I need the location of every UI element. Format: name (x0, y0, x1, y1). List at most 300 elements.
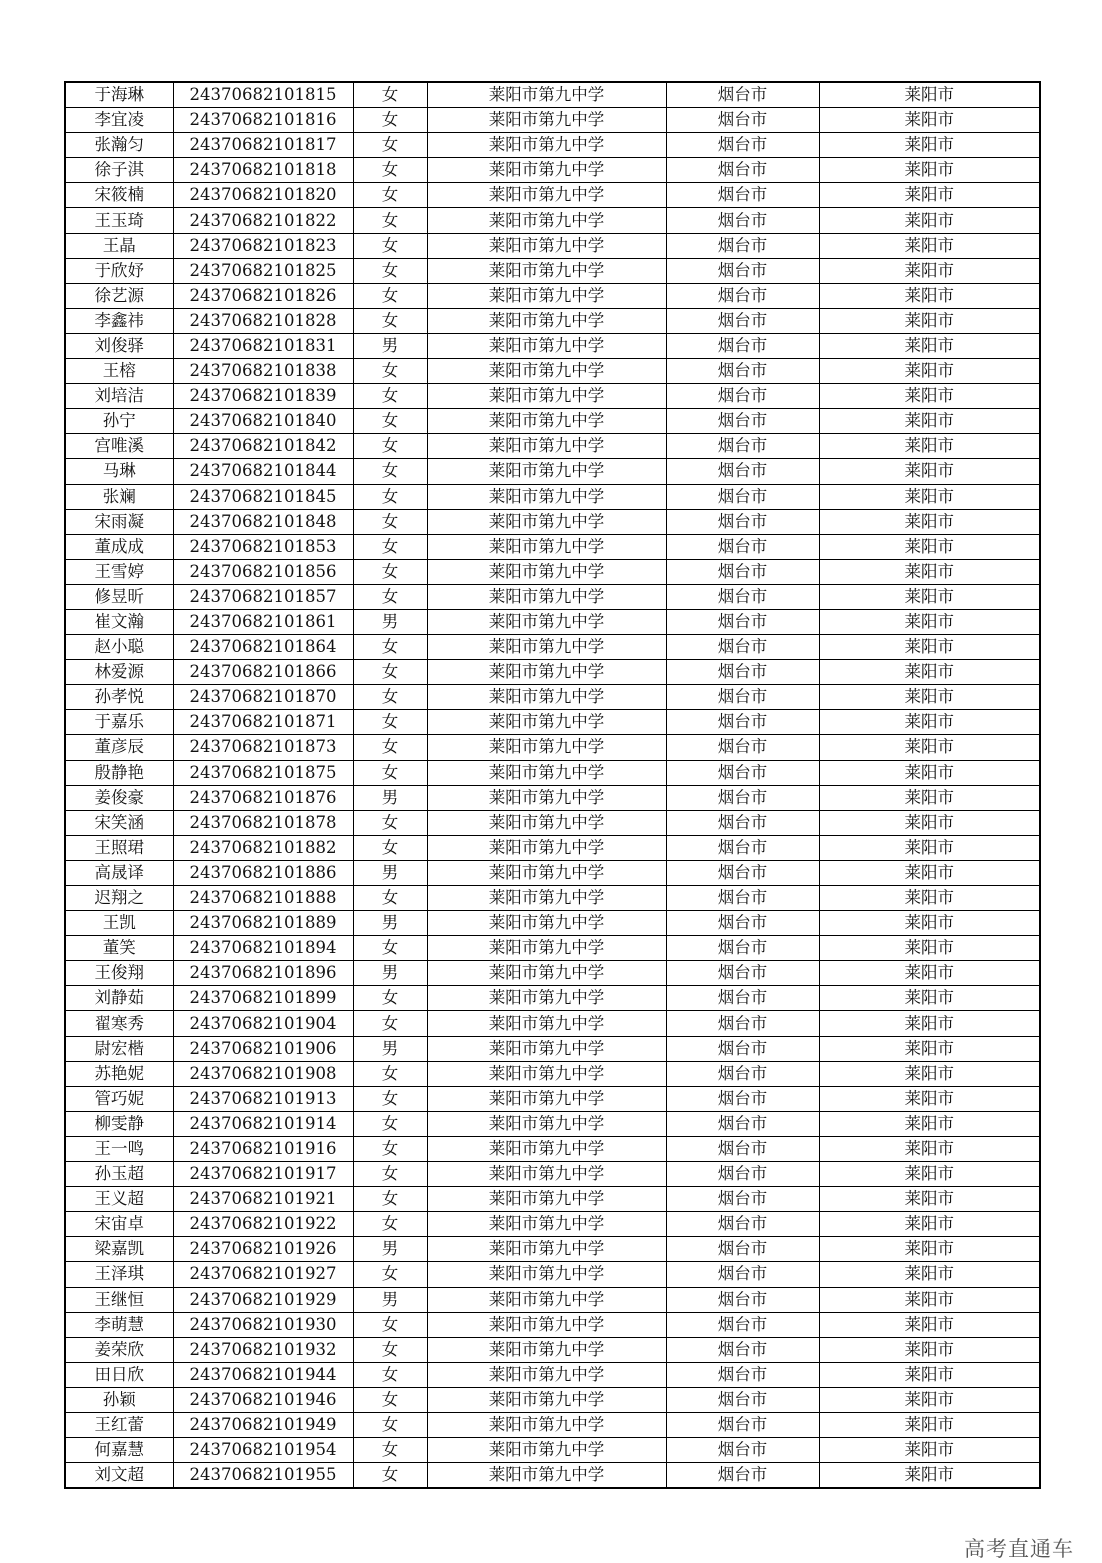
table-row (65, 1438, 1040, 1463)
name-cell: 翟寒秀 (65, 1011, 173, 1036)
exam-id-cell: 24370682101944 (173, 1362, 353, 1387)
exam-id-cell: 24370682101954 (173, 1438, 353, 1463)
table-row (65, 785, 1040, 810)
county-cell: 莱阳市 (819, 1212, 1040, 1237)
exam-id-cell: 24370682101882 (173, 835, 353, 860)
name-cell: 孙颖 (65, 1387, 173, 1412)
gender-cell: 女 (353, 283, 427, 308)
county-cell: 莱阳市 (819, 1061, 1040, 1086)
school-cell: 莱阳市第九中学 (427, 1262, 666, 1287)
county-cell: 莱阳市 (819, 609, 1040, 634)
city-cell: 烟台市 (666, 760, 819, 785)
gender-cell: 女 (353, 509, 427, 534)
name-cell: 王凯 (65, 911, 173, 936)
gender-cell: 男 (353, 1237, 427, 1262)
school-cell: 莱阳市第九中学 (427, 1111, 666, 1136)
gender-cell: 女 (353, 685, 427, 710)
city-cell: 烟台市 (666, 1262, 819, 1287)
table-row (65, 484, 1040, 509)
name-cell: 孙孝悦 (65, 685, 173, 710)
name-cell: 王雪婷 (65, 559, 173, 584)
city-cell: 烟台市 (666, 158, 819, 183)
exam-id-cell: 24370682101842 (173, 434, 353, 459)
name-cell: 张瀚匀 (65, 133, 173, 158)
school-cell: 莱阳市第九中学 (427, 1212, 666, 1237)
gender-cell: 女 (353, 1136, 427, 1161)
name-cell: 李宜凌 (65, 108, 173, 133)
exam-id-cell: 24370682101864 (173, 635, 353, 660)
table-row (65, 710, 1040, 735)
table-row (65, 1312, 1040, 1337)
exam-id-cell: 24370682101913 (173, 1086, 353, 1111)
city-cell: 烟台市 (666, 860, 819, 885)
city-cell: 烟台市 (666, 1086, 819, 1111)
name-cell: 管巧妮 (65, 1086, 173, 1111)
county-cell: 莱阳市 (819, 886, 1040, 911)
exam-id-cell: 24370682101914 (173, 1111, 353, 1136)
table-row (65, 1287, 1040, 1312)
exam-id-cell: 24370682101857 (173, 584, 353, 609)
name-cell: 刘静茹 (65, 986, 173, 1011)
exam-id-cell: 24370682101856 (173, 559, 353, 584)
table-row (65, 108, 1040, 133)
table-row (65, 208, 1040, 233)
name-cell: 于海琳 (65, 82, 173, 108)
table-row (65, 1237, 1040, 1262)
city-cell: 烟台市 (666, 835, 819, 860)
gender-cell: 女 (353, 936, 427, 961)
city-cell: 烟台市 (666, 584, 819, 609)
name-cell: 修昱昕 (65, 584, 173, 609)
school-cell: 莱阳市第九中学 (427, 484, 666, 509)
exam-id-cell: 24370682101894 (173, 936, 353, 961)
table-row (65, 1011, 1040, 1036)
table-row (65, 233, 1040, 258)
city-cell: 烟台市 (666, 1136, 819, 1161)
gender-cell: 女 (353, 1187, 427, 1212)
county-cell: 莱阳市 (819, 1187, 1040, 1212)
gender-cell: 男 (353, 911, 427, 936)
exam-id-cell: 24370682101820 (173, 183, 353, 208)
table-row (65, 986, 1040, 1011)
school-cell: 莱阳市第九中学 (427, 158, 666, 183)
exam-id-cell: 24370682101921 (173, 1187, 353, 1212)
city-cell: 烟台市 (666, 1412, 819, 1437)
city-cell: 烟台市 (666, 810, 819, 835)
city-cell: 烟台市 (666, 1337, 819, 1362)
county-cell: 莱阳市 (819, 1036, 1040, 1061)
county-cell: 莱阳市 (819, 509, 1040, 534)
table-row (65, 1463, 1040, 1489)
name-cell: 宋筱楠 (65, 183, 173, 208)
county-cell: 莱阳市 (819, 785, 1040, 810)
exam-id-cell: 24370682101946 (173, 1387, 353, 1412)
table-row (65, 133, 1040, 158)
gender-cell: 女 (353, 1212, 427, 1237)
table-row (65, 660, 1040, 685)
gender-cell: 女 (353, 534, 427, 559)
county-cell: 莱阳市 (819, 208, 1040, 233)
city-cell: 烟台市 (666, 333, 819, 358)
table-row (65, 1136, 1040, 1161)
table-row (65, 635, 1040, 660)
county-cell: 莱阳市 (819, 434, 1040, 459)
gender-cell: 女 (353, 810, 427, 835)
county-cell: 莱阳市 (819, 1162, 1040, 1187)
gender-cell: 女 (353, 1162, 427, 1187)
county-cell: 莱阳市 (819, 860, 1040, 885)
exam-id-cell: 24370682101823 (173, 233, 353, 258)
school-cell: 莱阳市第九中学 (427, 1362, 666, 1387)
name-cell: 王义超 (65, 1187, 173, 1212)
city-cell: 烟台市 (666, 384, 819, 409)
gender-cell: 女 (353, 208, 427, 233)
table-row (65, 584, 1040, 609)
table-row (65, 1212, 1040, 1237)
school-cell: 莱阳市第九中学 (427, 936, 666, 961)
county-cell: 莱阳市 (819, 158, 1040, 183)
table-row (65, 1162, 1040, 1187)
exam-id-cell: 24370682101955 (173, 1463, 353, 1489)
exam-id-cell: 24370682101845 (173, 484, 353, 509)
school-cell: 莱阳市第九中学 (427, 886, 666, 911)
exam-id-cell: 24370682101818 (173, 158, 353, 183)
name-cell: 何嘉慧 (65, 1438, 173, 1463)
name-cell: 梁嘉凯 (65, 1237, 173, 1262)
gender-cell: 女 (353, 735, 427, 760)
name-cell: 姜俊豪 (65, 785, 173, 810)
exam-id-cell: 24370682101904 (173, 1011, 353, 1036)
name-cell: 于欣妤 (65, 258, 173, 283)
city-cell: 烟台市 (666, 1362, 819, 1387)
exam-id-cell: 24370682101838 (173, 359, 353, 384)
city-cell: 烟台市 (666, 1011, 819, 1036)
table-row (65, 1412, 1040, 1437)
watermark-text: 高考直通车 (964, 1537, 1074, 1561)
gender-cell: 女 (353, 1086, 427, 1111)
name-cell: 王俊翔 (65, 961, 173, 986)
table-row (65, 685, 1040, 710)
school-cell: 莱阳市第九中学 (427, 660, 666, 685)
table-row (65, 1187, 1040, 1212)
school-cell: 莱阳市第九中学 (427, 1312, 666, 1337)
city-cell: 烟台市 (666, 660, 819, 685)
gender-cell: 女 (353, 1061, 427, 1086)
city-cell: 烟台市 (666, 1312, 819, 1337)
city-cell: 烟台市 (666, 735, 819, 760)
exam-id-cell: 24370682101917 (173, 1162, 353, 1187)
school-cell: 莱阳市第九中学 (427, 384, 666, 409)
school-cell: 莱阳市第九中学 (427, 534, 666, 559)
table-row (65, 459, 1040, 484)
school-cell: 莱阳市第九中学 (427, 559, 666, 584)
exam-id-cell: 24370682101930 (173, 1312, 353, 1337)
school-cell: 莱阳市第九中学 (427, 785, 666, 810)
city-cell: 烟台市 (666, 484, 819, 509)
school-cell: 莱阳市第九中学 (427, 1287, 666, 1312)
table-row (65, 735, 1040, 760)
exam-id-cell: 24370682101825 (173, 258, 353, 283)
student-roster-table (64, 81, 1041, 1489)
school-cell: 莱阳市第九中学 (427, 1187, 666, 1212)
name-cell: 董成成 (65, 534, 173, 559)
table-row (65, 158, 1040, 183)
county-cell: 莱阳市 (819, 760, 1040, 785)
gender-cell: 男 (353, 333, 427, 358)
exam-id-cell: 24370682101886 (173, 860, 353, 885)
county-cell: 莱阳市 (819, 1086, 1040, 1111)
city-cell: 烟台市 (666, 1387, 819, 1412)
name-cell: 马琳 (65, 459, 173, 484)
exam-id-cell: 24370682101848 (173, 509, 353, 534)
name-cell: 高晟译 (65, 860, 173, 885)
county-cell: 莱阳市 (819, 133, 1040, 158)
city-cell: 烟台市 (666, 635, 819, 660)
school-cell: 莱阳市第九中学 (427, 509, 666, 534)
gender-cell: 男 (353, 961, 427, 986)
table-row (65, 609, 1040, 634)
county-cell: 莱阳市 (819, 1362, 1040, 1387)
gender-cell: 女 (353, 308, 427, 333)
name-cell: 徐艺源 (65, 283, 173, 308)
gender-cell: 女 (353, 1262, 427, 1287)
county-cell: 莱阳市 (819, 1463, 1040, 1489)
table-row (65, 835, 1040, 860)
table-row (65, 359, 1040, 384)
exam-id-cell: 24370682101929 (173, 1287, 353, 1312)
table-row (65, 509, 1040, 534)
name-cell: 李萌慧 (65, 1312, 173, 1337)
table-row (65, 534, 1040, 559)
city-cell: 烟台市 (666, 961, 819, 986)
table-row (65, 911, 1040, 936)
exam-id-cell: 24370682101844 (173, 459, 353, 484)
gender-cell: 女 (353, 183, 427, 208)
table-row (65, 936, 1040, 961)
school-cell: 莱阳市第九中学 (427, 584, 666, 609)
school-cell: 莱阳市第九中学 (427, 1387, 666, 1412)
gender-cell: 男 (353, 860, 427, 885)
county-cell: 莱阳市 (819, 233, 1040, 258)
gender-cell: 女 (353, 986, 427, 1011)
city-cell: 烟台市 (666, 283, 819, 308)
name-cell: 孙宁 (65, 409, 173, 434)
city-cell: 烟台市 (666, 459, 819, 484)
name-cell: 刘俊驿 (65, 333, 173, 358)
gender-cell: 女 (353, 82, 427, 108)
school-cell: 莱阳市第九中学 (427, 459, 666, 484)
school-cell: 莱阳市第九中学 (427, 810, 666, 835)
name-cell: 迟翔之 (65, 886, 173, 911)
name-cell: 宋宙卓 (65, 1212, 173, 1237)
exam-id-cell: 24370682101876 (173, 785, 353, 810)
school-cell: 莱阳市第九中学 (427, 1463, 666, 1489)
gender-cell: 男 (353, 609, 427, 634)
gender-cell: 女 (353, 1463, 427, 1489)
table-row (65, 961, 1040, 986)
exam-id-cell: 24370682101816 (173, 108, 353, 133)
table-row (65, 258, 1040, 283)
county-cell: 莱阳市 (819, 82, 1040, 108)
county-cell: 莱阳市 (819, 1438, 1040, 1463)
gender-cell: 女 (353, 760, 427, 785)
city-cell: 烟台市 (666, 911, 819, 936)
exam-id-cell: 24370682101861 (173, 609, 353, 634)
exam-id-cell: 24370682101926 (173, 1237, 353, 1262)
city-cell: 烟台市 (666, 1187, 819, 1212)
gender-cell: 男 (353, 1036, 427, 1061)
city-cell: 烟台市 (666, 409, 819, 434)
school-cell: 莱阳市第九中学 (427, 308, 666, 333)
name-cell: 董彦辰 (65, 735, 173, 760)
table-row (65, 1387, 1040, 1412)
gender-cell: 女 (353, 559, 427, 584)
exam-id-cell: 24370682101899 (173, 986, 353, 1011)
school-cell: 莱阳市第九中学 (427, 258, 666, 283)
name-cell: 殷静艳 (65, 760, 173, 785)
county-cell: 莱阳市 (819, 1011, 1040, 1036)
name-cell: 徐子淇 (65, 158, 173, 183)
school-cell: 莱阳市第九中学 (427, 1011, 666, 1036)
table-row (65, 409, 1040, 434)
name-cell: 赵小聪 (65, 635, 173, 660)
school-cell: 莱阳市第九中学 (427, 1438, 666, 1463)
gender-cell: 女 (353, 635, 427, 660)
exam-id-cell: 24370682101922 (173, 1212, 353, 1237)
county-cell: 莱阳市 (819, 459, 1040, 484)
school-cell: 莱阳市第九中学 (427, 961, 666, 986)
exam-id-cell: 24370682101871 (173, 710, 353, 735)
city-cell: 烟台市 (666, 133, 819, 158)
name-cell: 王继恒 (65, 1287, 173, 1312)
gender-cell: 女 (353, 1111, 427, 1136)
county-cell: 莱阳市 (819, 308, 1040, 333)
gender-cell: 女 (353, 1337, 427, 1362)
name-cell: 宫唯溪 (65, 434, 173, 459)
exam-id-cell: 24370682101927 (173, 1262, 353, 1287)
school-cell: 莱阳市第九中学 (427, 183, 666, 208)
school-cell: 莱阳市第九中学 (427, 82, 666, 108)
gender-cell: 女 (353, 1438, 427, 1463)
school-cell: 莱阳市第九中学 (427, 860, 666, 885)
name-cell: 宋笑涵 (65, 810, 173, 835)
name-cell: 王泽琪 (65, 1262, 173, 1287)
name-cell: 林爱源 (65, 660, 173, 685)
city-cell: 烟台市 (666, 434, 819, 459)
county-cell: 莱阳市 (819, 635, 1040, 660)
gender-cell: 女 (353, 1387, 427, 1412)
city-cell: 烟台市 (666, 108, 819, 133)
name-cell: 崔文瀚 (65, 609, 173, 634)
city-cell: 烟台市 (666, 986, 819, 1011)
gender-cell: 女 (353, 1362, 427, 1387)
city-cell: 烟台市 (666, 609, 819, 634)
school-cell: 莱阳市第九中学 (427, 760, 666, 785)
county-cell: 莱阳市 (819, 1287, 1040, 1312)
gender-cell: 女 (353, 835, 427, 860)
city-cell: 烟台市 (666, 710, 819, 735)
school-cell: 莱阳市第九中学 (427, 233, 666, 258)
gender-cell: 女 (353, 434, 427, 459)
county-cell: 莱阳市 (819, 810, 1040, 835)
exam-id-cell: 24370682101839 (173, 384, 353, 409)
school-cell: 莱阳市第九中学 (427, 108, 666, 133)
school-cell: 莱阳市第九中学 (427, 986, 666, 1011)
city-cell: 烟台市 (666, 685, 819, 710)
exam-id-cell: 24370682101822 (173, 208, 353, 233)
county-cell: 莱阳市 (819, 409, 1040, 434)
city-cell: 烟台市 (666, 1438, 819, 1463)
table-row (65, 82, 1040, 108)
name-cell: 姜荣欣 (65, 1337, 173, 1362)
school-cell: 莱阳市第九中学 (427, 333, 666, 358)
county-cell: 莱阳市 (819, 534, 1040, 559)
city-cell: 烟台市 (666, 308, 819, 333)
school-cell: 莱阳市第九中学 (427, 1061, 666, 1086)
name-cell: 李鑫祎 (65, 308, 173, 333)
gender-cell: 女 (353, 384, 427, 409)
gender-cell: 女 (353, 158, 427, 183)
city-cell: 烟台市 (666, 534, 819, 559)
city-cell: 烟台市 (666, 1162, 819, 1187)
name-cell: 柳雯静 (65, 1111, 173, 1136)
county-cell: 莱阳市 (819, 685, 1040, 710)
table-row (65, 333, 1040, 358)
name-cell: 田日欣 (65, 1362, 173, 1387)
gender-cell: 女 (353, 133, 427, 158)
county-cell: 莱阳市 (819, 1136, 1040, 1161)
exam-id-cell: 24370682101831 (173, 333, 353, 358)
city-cell: 烟台市 (666, 208, 819, 233)
name-cell: 王榕 (65, 359, 173, 384)
city-cell: 烟台市 (666, 1287, 819, 1312)
county-cell: 莱阳市 (819, 835, 1040, 860)
table-row (65, 760, 1040, 785)
gender-cell: 女 (353, 108, 427, 133)
county-cell: 莱阳市 (819, 183, 1040, 208)
city-cell: 烟台市 (666, 509, 819, 534)
exam-id-cell: 24370682101916 (173, 1136, 353, 1161)
gender-cell: 女 (353, 233, 427, 258)
name-cell: 王晶 (65, 233, 173, 258)
school-cell: 莱阳市第九中学 (427, 710, 666, 735)
exam-id-cell: 24370682101840 (173, 409, 353, 434)
school-cell: 莱阳市第九中学 (427, 635, 666, 660)
roster-body (65, 82, 1040, 1488)
city-cell: 烟台市 (666, 785, 819, 810)
county-cell: 莱阳市 (819, 333, 1040, 358)
city-cell: 烟台市 (666, 233, 819, 258)
name-cell: 董笑 (65, 936, 173, 961)
city-cell: 烟台市 (666, 886, 819, 911)
name-cell: 刘文超 (65, 1463, 173, 1489)
table-row (65, 434, 1040, 459)
county-cell: 莱阳市 (819, 559, 1040, 584)
school-cell: 莱阳市第九中学 (427, 283, 666, 308)
exam-id-cell: 24370682101866 (173, 660, 353, 685)
county-cell: 莱阳市 (819, 1312, 1040, 1337)
school-cell: 莱阳市第九中学 (427, 911, 666, 936)
school-cell: 莱阳市第九中学 (427, 434, 666, 459)
city-cell: 烟台市 (666, 359, 819, 384)
exam-id-cell: 24370682101932 (173, 1337, 353, 1362)
county-cell: 莱阳市 (819, 936, 1040, 961)
school-cell: 莱阳市第九中学 (427, 1162, 666, 1187)
county-cell: 莱阳市 (819, 1387, 1040, 1412)
exam-id-cell: 24370682101949 (173, 1412, 353, 1437)
exam-id-cell: 24370682101889 (173, 911, 353, 936)
name-cell: 王玉琦 (65, 208, 173, 233)
